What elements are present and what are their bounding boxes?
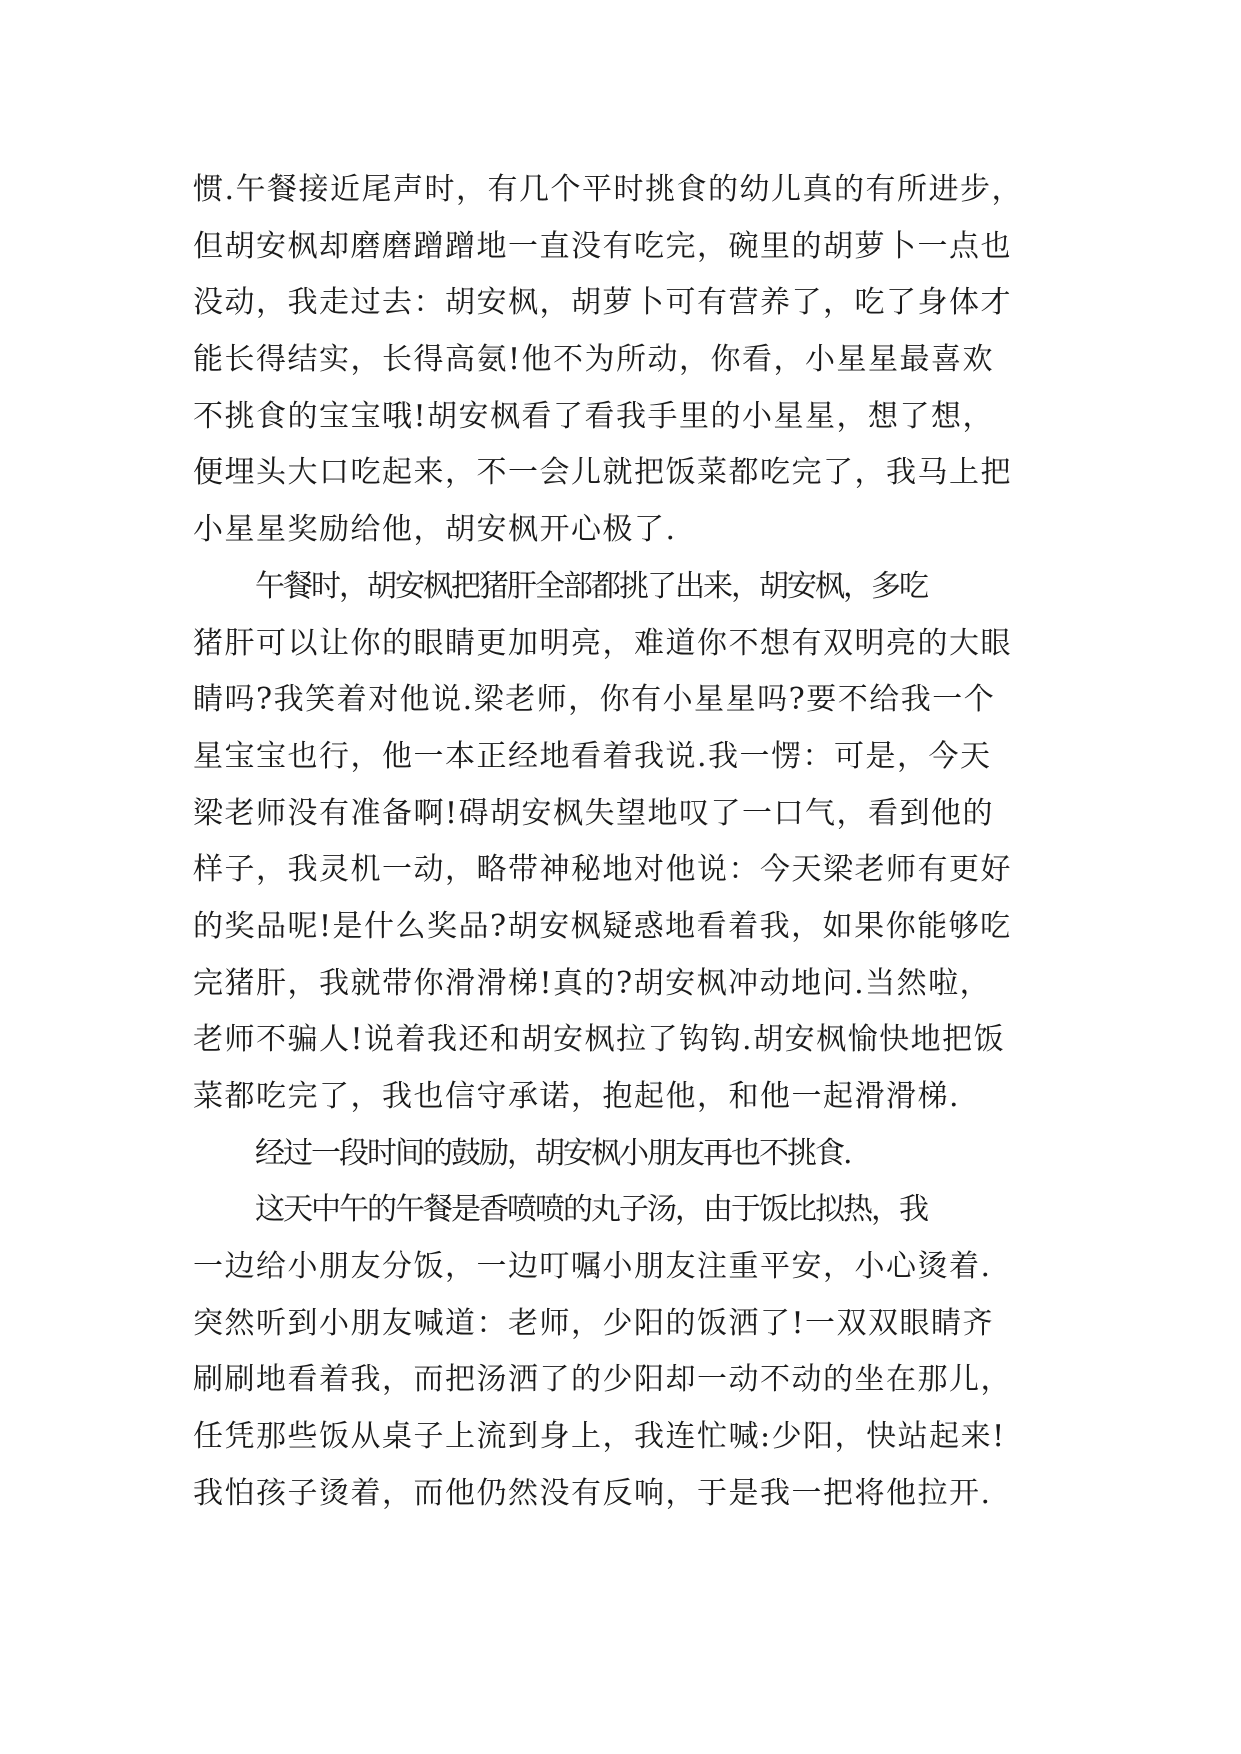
- paragraph-first-line: 这天中午的午餐是香喷喷的丸子汤，由于饭比拟热，我: [255, 1192, 927, 1228]
- text-line: 没动，我走过去：胡安枫，胡萝卜可有营养了，吃了身体才: [193, 285, 1012, 321]
- paragraph-first-line: 经过一段时间的鼓励，胡安枫小朋友再也不挑食.: [255, 1135, 851, 1171]
- text-line: 任凭那些饭从桌子上流到身上，我连忙喊:少阳，快站起来!: [193, 1419, 1006, 1455]
- text-line: 不挑食的宝宝哦!胡安枫看了看我手里的小星星，想了想，: [193, 398, 995, 434]
- text-line: 惯.午餐接近尾声时，有几个平时挑食的幼儿真的有所进步，: [193, 172, 1024, 207]
- text-line: 小星星奖励给他，胡安枫开心极了.: [193, 512, 677, 548]
- text-line: 老师不骗人!说着我还和胡安枫拉了钩钩.胡安枫愉快地把饭: [193, 1022, 1006, 1058]
- text-line: 但胡安枫却磨磨蹭蹭地一直没有吃完，碗里的胡萝卜一点也: [193, 228, 1012, 264]
- text-line: 一边给小朋友分饭，一边叮嘱小朋友注重平安，小心烫着.: [193, 1249, 992, 1285]
- body-text: [193, 162, 1073, 1523]
- text-line: 睛吗?我笑着对他说.梁老师，你有小星星吗?要不给我一个: [193, 682, 996, 718]
- text-line: 菜都吃完了，我也信守承诺，抱起他，和他一起滑滑梯.: [193, 1079, 961, 1114]
- paragraph-first-line: 午餐时，胡安枫把猪肝全部都挑了出来，胡安枫，多吃: [255, 568, 927, 604]
- text-line: 便埋头大口吃起来，不一会儿就把饭菜都吃完了，我马上把: [193, 455, 1012, 491]
- text-line: 突然听到小朋友喊道：老师，少阳的饭洒了!一双双眼睛齐: [193, 1305, 995, 1341]
- text-line: 星宝宝也行，他一本正经地看着我说.我一愣：可是，今天: [193, 738, 992, 774]
- text-line: 能长得结实，长得高氨!他不为所动，你看，小星星最喜欢: [193, 342, 995, 378]
- text-line: 的奖品呢!是什么奖品?胡安枫疑惑地看着我，如果你能够吃: [193, 908, 1012, 944]
- text-line: 梁老师没有准备啊!碍胡安枫失望地叹了一口气，看到他的: [193, 795, 995, 831]
- text-line: 猪肝可以让你的眼睛更加明亮，难道你不想有双明亮的大眼: [193, 625, 1012, 661]
- text-line: 我怕孩子烫着，而他仍然没有反响，于是我一把将他拉开.: [193, 1475, 992, 1511]
- text-line: 完猪肝，我就带你滑滑梯!真的?胡安枫冲动地问.当然啦，: [193, 965, 992, 1001]
- text-line: 样子，我灵机一动，略带神秘地对他说：今天梁老师有更好: [193, 852, 1012, 888]
- text-line: 刷刷地看着我，而把汤洒了的少阳却一动不动的坐在那儿，: [193, 1362, 1012, 1398]
